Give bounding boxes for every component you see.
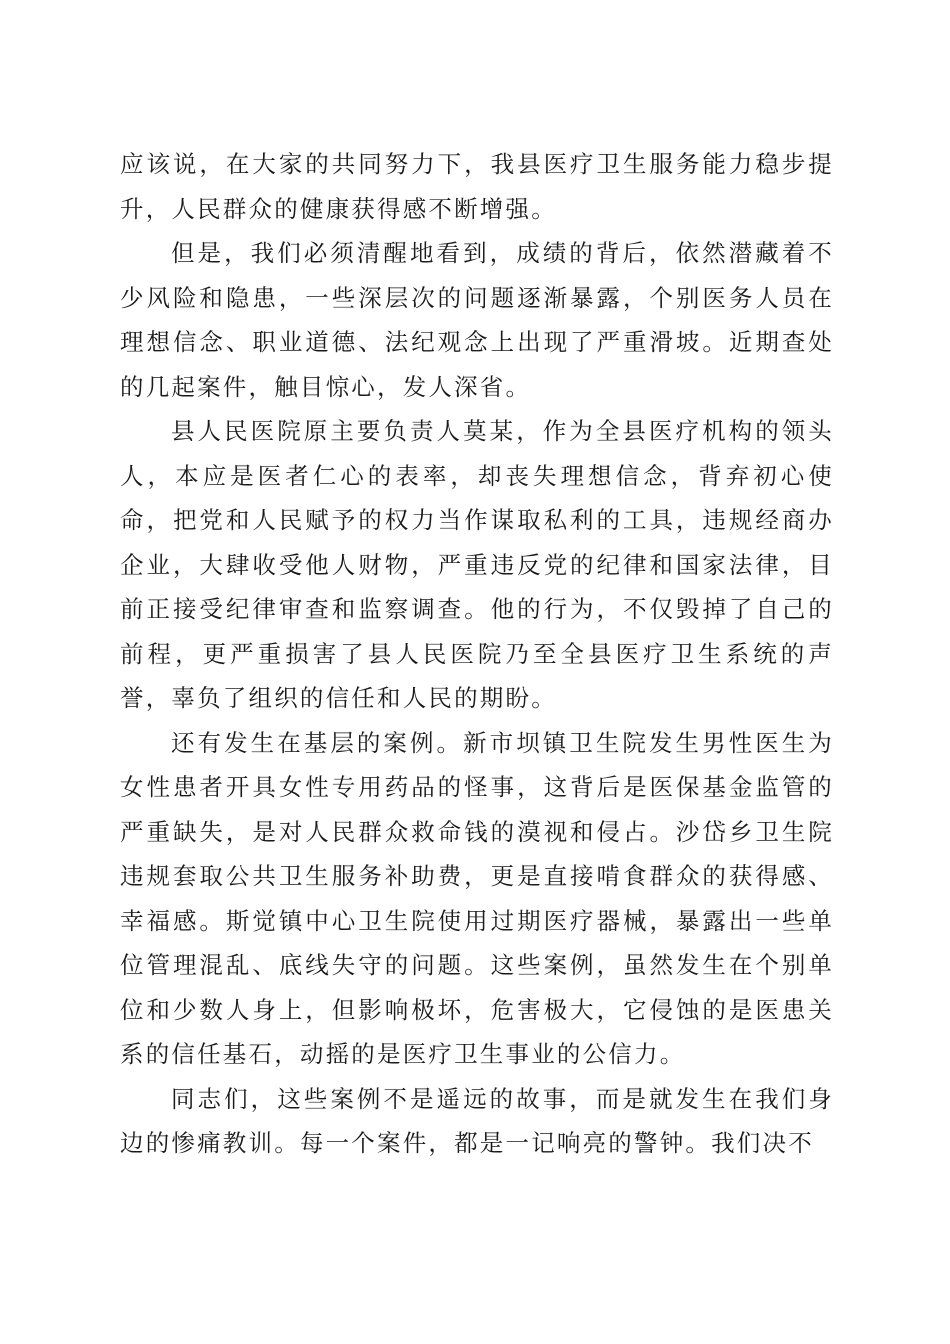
paragraph-1: 应该说，在大家的共同努力下，我县医疗卫生服务能力稳步提升，人民群众的健康获得感不断增强。 (120, 150, 834, 223)
paragraph-4: 还有发生在基层的案例。新市坝镇卫生院发生男性医生为女性患者开具女性专用药品的怪事，这背后是医保基金监管的严重缺失，是对人民群众救命钱的漠视和侵占。沙岱乡卫生院违规套取公共卫生服务补助费，更是直接啃食群众的获得感、幸福感。斯觉镇中心卫生院使用过期医疗器械，暴露出一些单位管理混乱、底线失守的问题。这些案例，虽然发生在个别单位和少数人身上，但影响极坏，危害极大，它侵蚀的是医患关系的信任基石，动摇的是医疗卫生事业的公信力。 (120, 728, 834, 1068)
paragraph-5: 同志们，这些案例不是遥远的故事，而是就发生在我们身边的惨痛教训。每一个案件，都是一记响亮的警钟。我们决不 (120, 1084, 834, 1157)
paragraph-2: 但是，我们必须清醒地看到，成绩的背后，依然潜藏着不少风险和隐患，一些深层次的问题逐渐暴露，个别医务人员在理想信念、职业道德、法纪观念上出现了严重滑坡。近期查处的几起案件，触目惊心，发人深省。 (120, 239, 834, 401)
document-page (120, 142, 834, 1166)
paragraph-3: 县人民医院原主要负责人莫某，作为全县医疗机构的领头人，本应是医者仁心的表率，却丧失理想信念，背弃初心使命，把党和人民赋予的权力当作谋取私利的工具，违规经商办企业，大肆收受他人财物，严重违反党的纪律和国家法律，目前正接受纪律审查和监察调查。他的行为，不仅毁掉了自己的前程，更严重损害了县人民医院乃至全县医疗卫生系统的声誉，辜负了组织的信任和人民的期盼。 (120, 417, 834, 712)
